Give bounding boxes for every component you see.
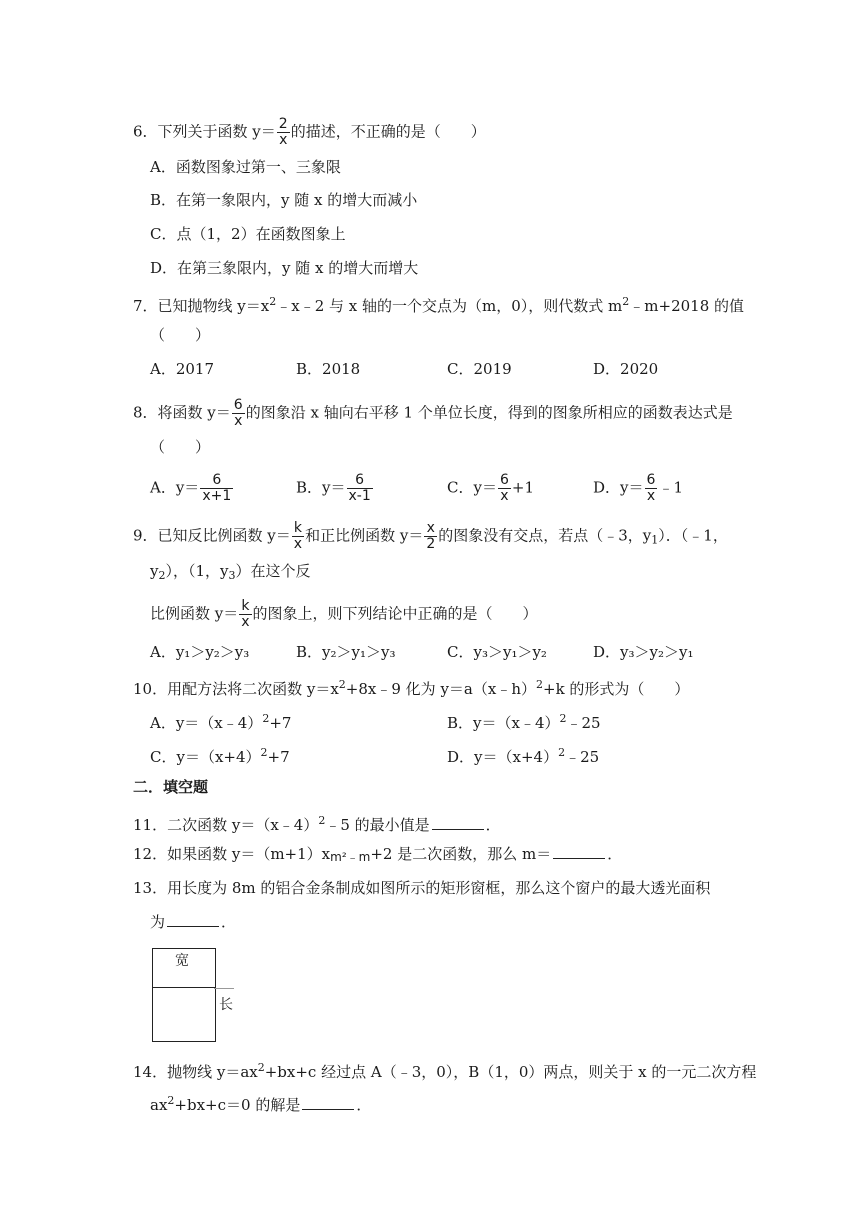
q10-option-d: D．$y=(x+4)^2﹣25$ [447,746,600,766]
q6-option-a: A．函数图象过第一、三象限 [150,158,341,176]
answer-blank [432,815,484,830]
fraction: $\frac{k}{x}$ [241,598,250,630]
fraction: $\frac{2}{x}$ [278,116,288,148]
q13-stem-line2: 为 ． [150,913,237,931]
q10-option-c: C．$y=(x+4)^2+7$ [150,746,290,766]
q9-option-a: A．y₁＞y₂＞y₃ [150,643,250,661]
question-13-stem: 13．用长度为 8m 的铝合金条制成如图所示的矩形窗框，那么这个窗户的最大透光面积 [133,879,711,897]
q10-option-b: B．y＝（x﹣4）$^2$﹣25 [447,712,601,732]
q10-option-a: A．y＝（x﹣4）$^2$+7 [150,712,292,732]
q9-stem-line2: $y_2$），（1，$y_3$）在这个反 [150,562,311,582]
question-7-stem: 7．已知抛物线 $y=x^2﹣x﹣2$ 与 x 轴的一个交点为（m，0），则代数式 $m^2﹣m+2018$ 的值 [133,295,745,315]
question-14-stem: 14．抛物线 $y=ax^2+bx+c$ 经过点 A（﹣3，0），B（1，0）两点，则关于 x 的一元二次方程 [133,1061,757,1081]
q8-answer-bracket: （ ） [150,438,211,456]
q7-answer-bracket: （ ） [150,326,211,344]
question-10-stem: 10．用配方法将二次函数 $y=x^2+8x﹣9$ 化为 y＝a（x﹣h）$^2$+k 的形式为（ ） [133,678,690,698]
answer-blank [167,912,219,927]
fraction: $\frac{6}{x+1}$ [202,472,232,504]
q6-option-b: B．在第一象限内，y 随 x 的增大而减小 [150,191,418,209]
section-heading-fill-in: 二．填空题 [133,778,209,796]
q7-option-d: D．2020 [593,360,659,378]
q7-option-b: B．2018 [296,360,361,378]
length-label: 长 [219,997,233,1013]
q9-option-d: D．y₃＞y₂＞y₁ [593,643,694,661]
q7-option-c: C．2019 [447,360,512,378]
answer-blank [553,844,605,859]
q7-option-a: A．2017 [150,360,215,378]
q9-option-b: B．y₂＞y₁＞y₃ [296,643,396,661]
q6-option-c: C．点（1，2）在函数图象上 [150,225,346,243]
q9-option-c: C．y₃＞y₁＞y₂ [447,643,547,661]
window-frame-figure [152,948,216,1042]
fraction: $\frac{6}{x}$ [233,397,243,429]
q8-option-b: B．y＝ $\frac{6}{x-1}$ [296,472,371,504]
q8-option-c: C．y＝ $\frac{6}{x}$ +1 [447,472,534,504]
question-6-stem: 6．下列关于函数 y＝ $\frac{2}{x}$ 的描述，不正确的是（ ） [133,116,486,148]
question-8-stem: 8．将函数 y＝ $\frac{6}{x}$ 的图象沿 x 轴向右平移 1 个单位长度，得到的图象所相应的函数表达式是 [133,397,733,429]
answer-blank [302,1095,354,1110]
q14-stem-line2: $ax^2+bx+c=0$ 的解是 ． [150,1094,372,1114]
question-9-stem: 9．已知反比例函数 y＝ $\frac{k}{x}$ 和正比例函数 y＝ $\frac{x}{2}$ 的图象没有交点，若点（﹣3，$y_1$）．（﹣1， [133,520,728,552]
fraction: $\frac{x}{2}$ [426,520,436,552]
q9-stem-line3: 比例函数 y＝ $\frac{k}{x}$ 的图象上，则下列结论中正确的是（ ） [150,598,538,630]
q6-option-d: D．在第三象限内，y 随 x 的增大而增大 [150,259,419,277]
width-label: 宽 [175,953,189,969]
fraction: $\frac{6}{x}$ [499,472,509,504]
fraction: $\frac{k}{x}$ [293,520,303,552]
question-11-stem: 11．二次函数 y＝（x﹣4）$^2$﹣5 的最小值是 ． [133,814,501,834]
fraction: $\frac{6}{x-1}$ [348,472,371,504]
fraction: $\frac{6}{x}$ [646,472,656,504]
length-marker [214,988,234,989]
q8-option-a: A．y＝ $\frac{6}{x+1}$ [150,472,232,504]
q8-option-d: D．y＝ $\frac{6}{x}$ ﹣1 [593,472,683,504]
frame-divider [153,987,215,988]
question-12-stem: 12．如果函数 y＝（m+1）xm²﹣m+2 是二次函数，那么 m＝ ． [133,845,623,864]
